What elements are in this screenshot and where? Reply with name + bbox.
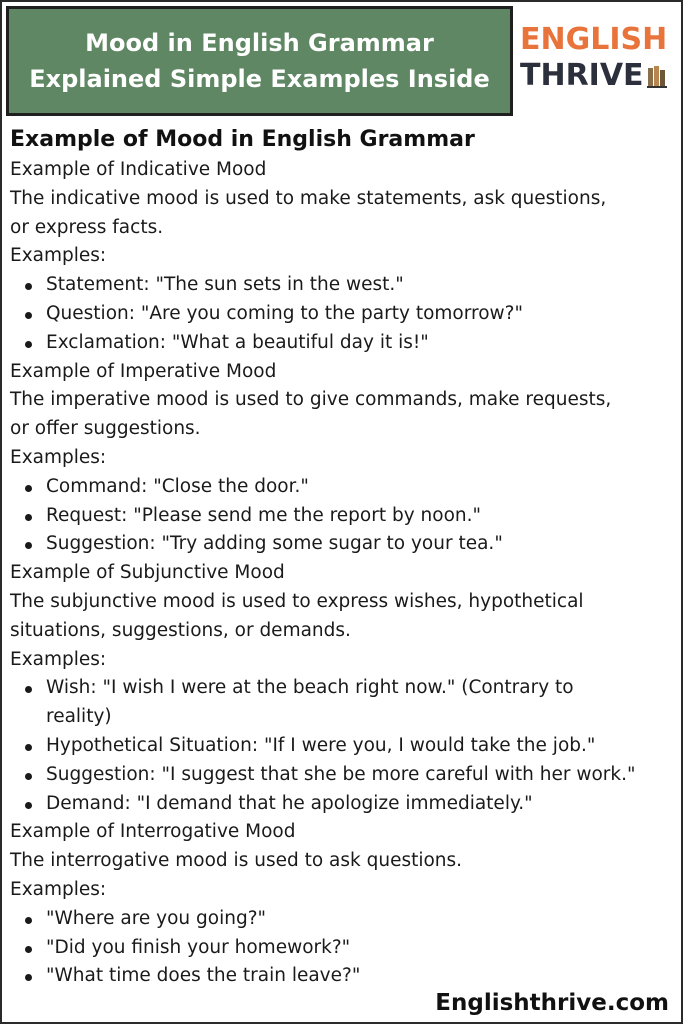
books-icon: [647, 64, 667, 88]
bullet-icon: [25, 341, 32, 348]
section-description: The interrogative mood is used to ask questions.: [10, 850, 463, 872]
bullet-icon: [25, 542, 32, 549]
list-item: Statement: "The sun sets in the west.": [10, 271, 678, 300]
examples-label: Examples:: [10, 245, 107, 267]
list-item: Demand: "I demand that he apologize immediately.": [10, 790, 678, 819]
bullet-icon: [25, 946, 32, 953]
footer-website: Englishthrive.com: [435, 990, 669, 1016]
section-description: The imperative mood is used to give commands, make requests,: [10, 389, 612, 411]
list-item: Request: "Please send me the report by noon.": [10, 502, 678, 531]
logo-english-text: ENGLISH: [520, 22, 668, 57]
bullet-icon: [25, 773, 32, 780]
section-description: The indicative mood is used to make statements, ask questions,: [10, 187, 607, 209]
list-item: Question: "Are you coming to the party tomorrow?": [10, 300, 678, 329]
list-item: "Did you finish your homework?": [10, 934, 678, 963]
bullet-icon: [25, 312, 32, 319]
bullet-icon: [25, 802, 32, 809]
bullet-icon: [25, 283, 32, 290]
title-line-2: Explained Simple Examples Inside: [29, 65, 490, 93]
section-heading-interrogative: Example of Interrogative Mood: [10, 821, 296, 843]
list-item: Command: "Close the door.": [10, 473, 678, 502]
examples-list-subjunctive: [10, 674, 678, 818]
title-line-1: Mood in English Grammar: [85, 29, 434, 57]
list-item: "What time does the train leave?": [10, 962, 678, 991]
bullet-icon: [25, 974, 32, 981]
section-heading-subjunctive: Example of Subjunctive Mood: [10, 562, 285, 584]
section-description: or express facts.: [10, 216, 164, 238]
list-item: Exclamation: "What a beautiful day it is!": [10, 329, 678, 358]
section-description: The subjunctive mood is used to express wishes, hypothetical: [10, 590, 584, 612]
list-item: "Where are you going?": [10, 905, 678, 934]
examples-list-interrogative: [10, 905, 678, 991]
list-item: Hypothetical Situation: "If I were you, I would take the job.": [10, 732, 678, 761]
list-item: Suggestion: "Try adding some sugar to your tea.": [10, 530, 678, 559]
logo-thrive-text: THRIVE: [520, 58, 644, 93]
examples-list-imperative: [10, 473, 678, 559]
bullet-icon: [25, 917, 32, 924]
title-banner: [6, 6, 513, 116]
examples-label: Examples:: [10, 878, 107, 900]
bullet-icon: [25, 485, 32, 492]
content-area: [10, 124, 678, 991]
examples-label: Examples:: [10, 648, 107, 670]
bullet-icon: [25, 686, 32, 693]
list-item-continuation: reality): [46, 706, 112, 728]
section-description: situations, suggestions, or demands.: [10, 619, 351, 641]
section-heading-imperative: Example of Imperative Mood: [10, 360, 277, 382]
list-item: Wish: "I wish I were at the beach right now." (Contrary to: [10, 674, 678, 703]
bullet-icon: [25, 514, 32, 521]
main-title: Example of Mood in English Grammar: [10, 127, 475, 152]
section-heading-indicative: Example of Indicative Mood: [10, 159, 267, 180]
english-thrive-logo: [520, 22, 675, 102]
section-description: or offer suggestions.: [10, 418, 201, 440]
logo-thrive-row: [520, 58, 675, 94]
list-item: Suggestion: "I suggest that she be more careful with her work.": [10, 761, 678, 790]
examples-list-indicative: [10, 271, 678, 357]
examples-label: Examples:: [10, 446, 107, 468]
bullet-icon: [25, 744, 32, 751]
